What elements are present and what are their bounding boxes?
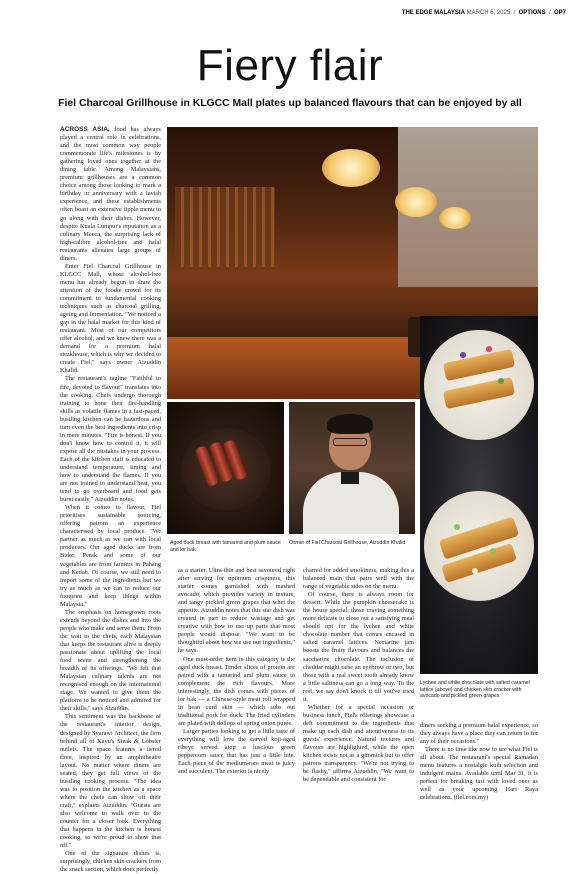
- paragraph: diners seeking a premium halal experience, so they always have a place they can return to for any of their occasions.": [420, 722, 538, 746]
- headline: Fiery flair: [196, 41, 384, 90]
- pendant-lamp: [395, 187, 437, 217]
- paragraph: One must-order item in this category is the aged duck breast. Tender slices of protein are paired with a tamarind and plum sauce to complement the rich flavours. More interestingly, the dish comes with pieces of lor bak — a Chinese-style meat roll wrapped in bean curd skin — which subs out traditional pork for duck. The fried cylinders are plated with dollops of spring onion purée.: [178, 655, 295, 727]
- grape-garnish: [490, 548, 496, 554]
- collar: [341, 472, 359, 484]
- body-column-2: [178, 567, 295, 786]
- paragraph: There is no time like now to see what Fiel is all about. The restaurant's special Ramadan menu features a nostalgic kuih selection and indulgent mains. Available until Mar 31, it is perfect for breaking fast with loved ones as well as your upcoming Hari Raya celebrations. (fiel.com.my): [420, 746, 538, 802]
- section-name: OPTIONS: [518, 10, 546, 16]
- owner-portrait-photo: [289, 402, 415, 534]
- page-number: OP7: [553, 10, 566, 16]
- paragraph: The restaurant's tagline "Faithful to fire, devoted to flavour" translates into the cooking. Chefs undergo thorough training to hone their fire-handling skills as volatile flames in a fast-paced, bustling kitchen can be hazardous and turn even the best ingredients into crisp in mere minutes. "Fire is honest. If you don't know how to control it, it will expose all the mistakes in your process. Each of the kitchen staff is educated to understand temperature, timing and how to understand the flames. If you are not trained to understand heat, you tend to go overboard and food gets burnt easily," Aizuddin notes.: [60, 375, 161, 504]
- issue-date: MARCH 6, 2025: [466, 10, 511, 16]
- paragraph: Enter Fiel Charcoal Grillhouse in KLGCC Mall, whose alcohol-free menu has already begun to draw the attention of the foodie crowd for its commitment to fundamental cooking techniques such as charcoal grilling, ageing and fermentation. "We noticed a gap in the halal market for this kind of restaurant. Most of our competitors offer alcohol, and we knew there was a demand for a premium halal steakhouse, which is why we decided to create Fiel," says owner Aizuddin Khalid.: [60, 262, 161, 375]
- paragraph: Of course, there is always room for dessert. While the pumpkin cheesecake is the house special, those craving something more delicate to close out a satisfying meal should opt for the lychee and white chocolate number that comes encased in salted caramel lattices. Nectarine jam boosts the fruity flavours and balances the saccharine chocolate. The inclusion of cheddar might raise an eyebrow or two, but those with a real sweet tooth already know a little saltiness can go a long way. To the rest, we say don't knock it till you've tried it.: [303, 591, 414, 703]
- body-column-3: [303, 567, 414, 786]
- kitchen-counter: [167, 337, 427, 399]
- flower-garnish: [472, 568, 478, 574]
- bar-shelf: [175, 187, 275, 267]
- body-column-4: [420, 722, 538, 802]
- page-header: THE EDGE MALAYSIA MARCH 6, 2025 / OPTIONS / OP7: [401, 10, 566, 16]
- glasses: [333, 438, 367, 446]
- caption-dessert: Lychee and white chocolate with salted caramel lattice (above) and chicken skin cracker with avocado and pickled green grapes: [420, 680, 530, 699]
- paragraph: as a starter. Ultra-thin and best savoured right after serving for optimum crispiness, this starter comes garnished with mashed avocado, which provides variety in texture, and tangy pickled green grapes that whet the appetite. Aizuddin notes that this star dish was created in part to reduce wastage and get creative with how to use up parts that most people would dispose. "We want to be thoughtful about how we use our ingredients," he says.: [178, 567, 295, 655]
- body-column-1: [60, 126, 161, 874]
- paragraph: This sentiment was the backbone of the restaurant's interior design, designed by Syarawi Architect, the firm behind all of Kayu's Steak & Lobster outlets. The space features a tiered floor, inspired by an amphitheatre layout. No matter where diners are seated, they get full views of the bustling cooking process. "The idea was to position the kitchen as a space where the chefs can show off their craft," explains Aizuddin. "Guests are also welcome to walk over to the counter for a closer look. Everything that happens in the kitchen is honest cooking, so we're proud to show that off.": [60, 713, 161, 850]
- duck-breast-photo: [167, 402, 284, 534]
- paragraph: Whether for a special occasion or business lunch, Fiel's offerings showcase a deft commitment to the ingredients that make up each dish and attentiveness to its guests' experience. Natural textures and flavours are highlighted, while the open kitchen exists not as a gimmick but to offer patrons transparency. "We're not trying to be flashy," affirms Aizuddin. "We want to be dependable and consistent for: [303, 703, 414, 784]
- caption-duck: Aged duck breast with tamarind and plum sauce and lor bak: [170, 540, 281, 553]
- grape-garnish: [454, 524, 460, 530]
- paragraph: ACROSS ASIA, food has always played a central role in celebrations, and the most common way people commemorate life's milestones is by gathering loved ones together at the dining table. Among Malaysians, premium grillhouses are a common choice among those looking to mark a birthday or anniversary with a lavish experience, and these establishments often boast an extensive tipple menu to go along with their dishes. However, despite Kuala Lumpur's reputation as a culinary Mecca, the surprising lack of high-calibre alcohol-free and halal restaurants alienates large groups of diners.: [60, 126, 161, 262]
- hair: [327, 414, 373, 434]
- dessert-photo: [420, 316, 538, 674]
- deck: Fiel Charcoal Grillhouse in KLGCC Mall plates up balanced flavours that can be enjoyed by all: [58, 98, 522, 109]
- pendant-lamp: [322, 149, 380, 187]
- paragraph: The emphasis on homegrown roots extends beyond the dishes and into the people who make and serve them. From the wait to the chefs, each Malaysian that keeps the restaurant alive is deeply passionate about uplifting the local food scene and strengthening the breadth of its offerings. "We felt that Malaysian culinary talents are not recognised enough on the international stage. We wanted to give them the platform to be noticed and admired for their skills," says Aizuddin.: [60, 608, 161, 713]
- publication-name: THE EDGE MALAYSIA: [401, 10, 465, 16]
- lead-in: ACROSS ASIA,: [60, 126, 110, 133]
- pendant-lamp: [439, 207, 471, 229]
- paragraph: One of the signature dishes is, surprisingly, chicken skin crackers from the snack section, which does perfectly: [60, 850, 161, 874]
- flower-garnish: [460, 352, 466, 358]
- herb-garnish: [498, 378, 504, 384]
- caption-owner: Owner of Fiel Charcoal Grillhouse, Aizuddin Khalid: [289, 540, 406, 546]
- paragraph: Larger parties looking to get a little taste of everything will love the carved koji-aged ribeye served atop a luscious green peppercorn sauce that has just a little bite. Each piece of the medium-rare meat is juicy and succulent. The exterior is nicely: [178, 727, 295, 776]
- paragraph: charred for added smokiness, making this a balanced main that pairs well with the range of vegetable sides on the menu.: [303, 567, 414, 591]
- paragraph: When it comes to flavour, Fiel prioritises sustainable sourcing, offering patrons an experience characterised by local produce. "We partner as much as we can with local producers. Our aged ducks are from Bidor, Perak and some of our vegetables are from farmers in Pahang and Kedah. Of course, we still need to import some of the ingredients but we try as much as we can to reduce our footprint and keep things within Malaysia.": [60, 504, 161, 608]
- flower-garnish: [486, 346, 492, 352]
